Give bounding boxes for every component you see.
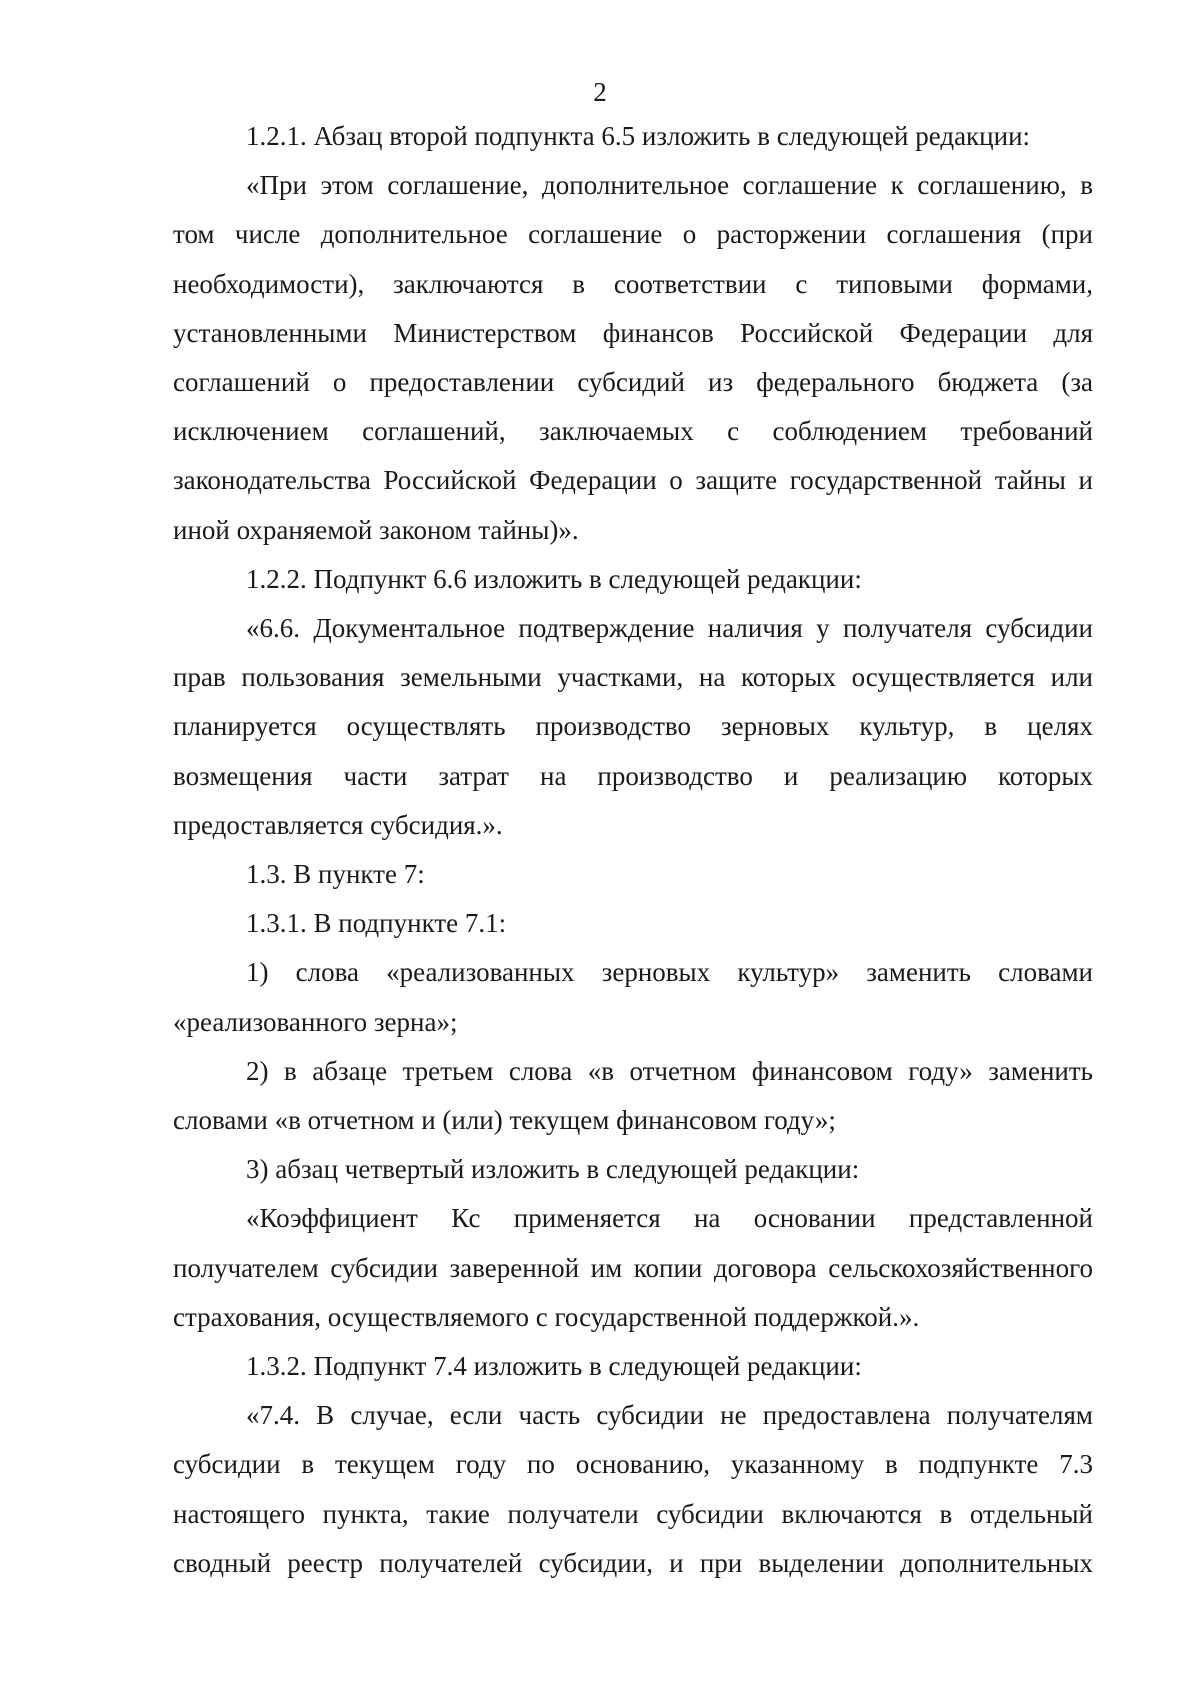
paragraph-item-2: 2) в абзаце третьем слова «в отчетном финансовом году» заменить словами «в отчетном и (или) текущем финансовом году»; <box>173 1055 1093 1136</box>
paragraph-agreement-quote: «При этом соглашение, дополнительное соглашение к соглашению, в том числе дополнительное соглашение о расторжении соглашения (при необходимости), заключаются в соответствии с типовыми формами, установленными Министерством финансов Российской Федерации для соглашений о предоставлении субсидий из федерального бюджета (за исключением соглашений, заключаемых с соблюдением требований законодательства Российской Федерации о защите государственной тайны и иной охраняемой законом тайны)». <box>173 170 1093 545</box>
paragraph-1-3-1-heading: 1.3.1. В подпункте 7.1: <box>246 908 507 939</box>
document-body <box>173 112 1093 1588</box>
paragraph-1-3-2-heading: 1.3.2. Подпункт 7.4 изложить в следующей редакции: <box>246 1351 862 1382</box>
paragraph-item-3: 3) абзац четвертый изложить в следующей редакции: <box>246 1154 860 1185</box>
paragraph-7-4-quote: «7.4. В случае, если часть субсидии не предоставлена получателям субсидии в текущем году по основанию, указанному в подпункте 7.3 настоящего пункта, такие получатели субсидии включаются в отдельный сводный реестр получателей субсидии, и при выделении дополнительных <box>173 1400 1093 1578</box>
paragraph-1-2-1-heading: 1.2.1. Абзац второй подпункта 6.5 изложить в следующей редакции: <box>246 121 1031 151</box>
paragraph-6-6-quote: «6.6. Документальное подтверждение наличия у получателя субсидии прав пользования земельными участками, на которых осуществляется или планируется осуществлять производство зерновых культур, в целях возмещения части затрат на производство и реализацию которых предоставляется субсидия.». <box>173 613 1093 840</box>
paragraph-1-2-2-heading: 1.2.2. Подпункт 6.6 изложить в следующей редакции: <box>246 563 862 594</box>
paragraph-item-1: 1) слова «реализованных зерновых культур» заменить словами «реализованного зерна»; <box>173 957 1093 1037</box>
paragraph-coefficient-quote: «Коэффициент Кс применяется на основании представленной получателем субсидии заверенной им копии договора сельскохозяйственного страхования, осуществляемого с государственной поддержкой.». <box>173 1203 1093 1332</box>
page-number: 2 <box>593 77 607 107</box>
paragraph-1-3-heading: 1.3. В пункте 7: <box>246 859 425 890</box>
